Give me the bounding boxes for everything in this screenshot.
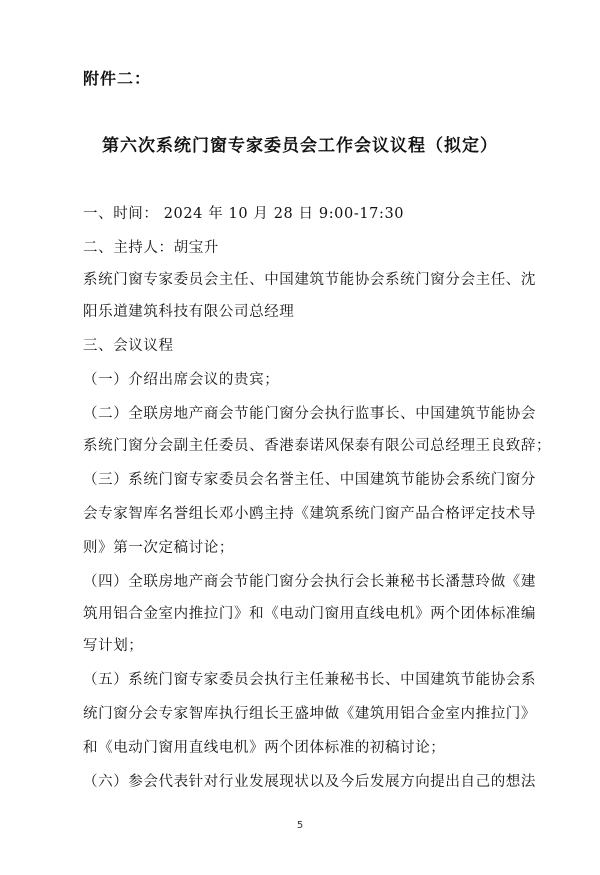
agenda-item: 会专家智库名誉组长邓小鸥主持《建筑系统门窗产品合格评定技术导 — [83, 506, 536, 522]
page-number: 5 — [296, 820, 304, 831]
agenda-item: （一）介绍出席会议的贵宾； — [83, 372, 280, 388]
agenda-host-line: 二、主持人：胡宝升 — [83, 240, 219, 256]
agenda-item: 筑用铝合金室内推拉门》和《电动门窗用直线电机》两个团体标准编 — [83, 606, 536, 622]
agenda-heading: 三、会议议程 — [83, 338, 174, 354]
agenda-item: 写计划； — [83, 638, 144, 654]
agenda-item: 系统门窗分会副主任委员、香港泰诺风保泰有限公司总经理王良致辞； — [83, 438, 552, 454]
document-title: 第六次系统门窗专家委员会工作会议议程（拟定） — [102, 136, 498, 156]
agenda-item: 和《电动门窗用直线电机》两个团体标准的初稿讨论； — [83, 740, 446, 756]
agenda-item: 则》第一次定稿讨论； — [83, 540, 234, 556]
agenda-item: （三）系统门窗专家委员会名誉主任、中国建筑节能协会系统门窗分 — [83, 472, 536, 488]
agenda-item: （二）全联房地产商会节能门窗分会执行监事长、中国建筑节能协会 — [83, 406, 536, 422]
agenda-time-line: 一、时间： 2024 年 10 月 28 日 9:00-17:30 — [83, 206, 405, 222]
agenda-item: 统门窗分会专家智库执行组长王盛坤做《建筑用铝合金室内推拉门》 — [83, 706, 536, 722]
attachment-label: 附件二： — [83, 69, 152, 88]
agenda-item: （六）参会代表针对行业发展现状以及今后发展方向提出自己的想法 — [83, 774, 536, 790]
agenda-item: （五）系统门窗专家委员会执行主任兼秘书长、中国建筑节能协会系 — [83, 672, 536, 688]
host-title-line: 阳乐道建筑科技有限公司总经理 — [83, 304, 295, 320]
host-title-line: 系统门窗专家委员会主任、中国建筑节能协会系统门窗分会主任、沈 — [83, 272, 536, 288]
agenda-item: （四）全联房地产商会节能门窗分会执行会长兼秘书长潘慧玲做《建 — [83, 574, 536, 590]
